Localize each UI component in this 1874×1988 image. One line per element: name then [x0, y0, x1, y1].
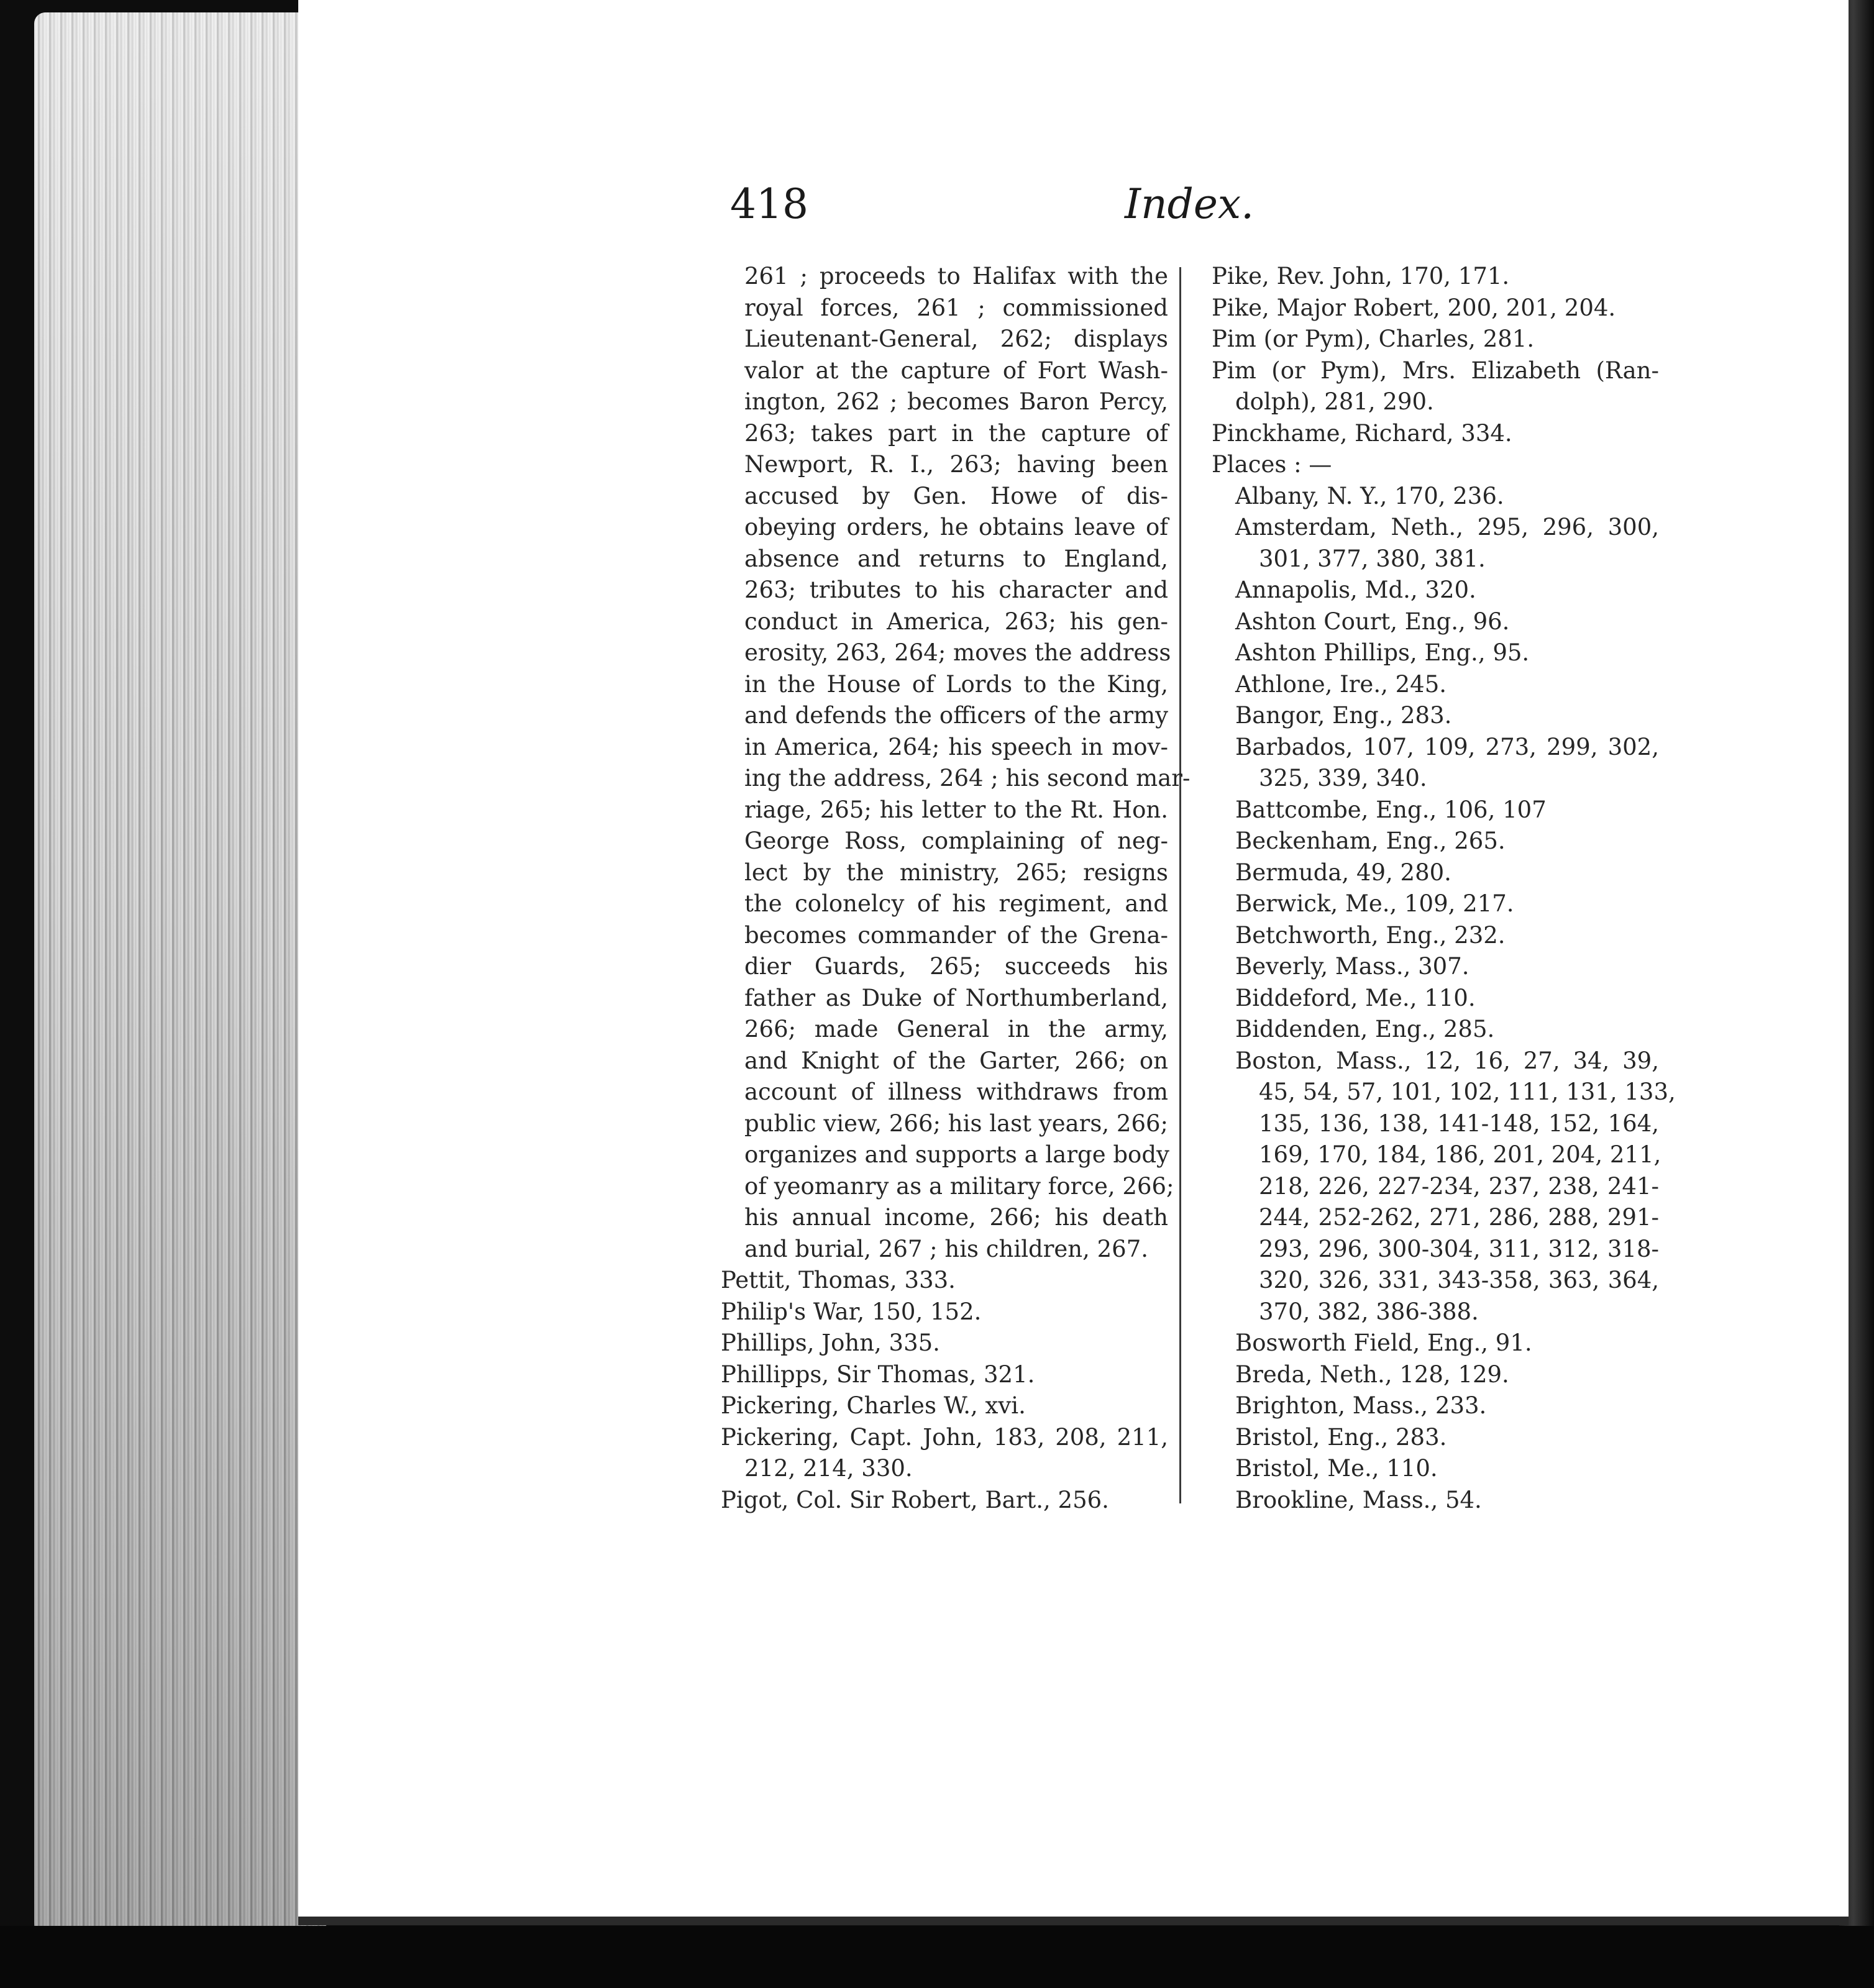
index-entry-heading: Ashton Phillips, Eng., 95.	[1235, 639, 1530, 666]
index-entry-heading: Biddenden, Eng., 285.	[1235, 1016, 1495, 1042]
index-line: George Ross, complaining of neg-	[744, 828, 1168, 854]
index-entry-heading: Pike, Rev. John, 170, 171.	[1212, 263, 1510, 290]
index-entry-heading: Barbados, 107, 109, 273, 299, 302,	[1235, 733, 1659, 760]
index-line: absence and returns to England,	[744, 545, 1168, 572]
index-entry	[1212, 637, 1659, 669]
index-entry	[1212, 1046, 1676, 1328]
index-entry-continuation: 320, 326, 331, 343-358, 363, 364,	[1259, 1267, 1659, 1293]
index-line: account of illness withdraws from	[744, 1078, 1168, 1105]
index-entry	[1212, 512, 1659, 575]
index-line: conduct in America, 263; his gen-	[744, 608, 1168, 635]
index-line: and Knight of the Garter, 266; on	[744, 1047, 1168, 1074]
index-entry	[1212, 481, 1659, 513]
index-entry	[1212, 324, 1659, 355]
index-line: 263; takes part in the capture of	[744, 419, 1168, 447]
places-subentries	[1212, 481, 1676, 1516]
index-entry	[1212, 1422, 1659, 1454]
index-line: obeying orders, he obtains leave of	[744, 514, 1168, 540]
index-line: and defends the officers of the army	[744, 702, 1168, 729]
index-line: 263; tributes to his character and	[744, 577, 1168, 603]
index-line: royal forces, 261 ; commissioned	[744, 294, 1168, 321]
index-entry-heading: Phillipps, Sir Thomas, 321.	[721, 1361, 1035, 1388]
left-column	[721, 261, 1191, 1516]
index-line: accused by Gen. Howe of dis-	[744, 482, 1168, 509]
index-entry-heading: Albany, N. Y., 170, 236.	[1235, 482, 1504, 509]
index-entry-heading: Phillips, John, 335.	[721, 1329, 940, 1356]
index-line: the colonelcy of his regiment, and	[744, 890, 1168, 917]
index-entry	[721, 1265, 1168, 1297]
index-entry-heading: Breda, Neth., 128, 129.	[1235, 1361, 1509, 1388]
index-entry	[1212, 920, 1659, 952]
index-entry	[1212, 700, 1659, 732]
index-entry	[1212, 293, 1659, 324]
index-line: of yeomanry as a military force, 266;	[744, 1172, 1174, 1200]
page-title: Index.	[1125, 180, 1255, 228]
index-entry	[1212, 857, 1659, 889]
index-entry-heading: Annapolis, Md., 320.	[1235, 577, 1476, 603]
index-entry-continuation: 45, 54, 57, 101, 102, 111, 131, 133,	[1259, 1078, 1676, 1105]
index-line: Newport, R. I., 263; having been	[744, 451, 1168, 478]
index-line: father as Duke of Northumberland,	[744, 984, 1168, 1011]
index-entry	[1212, 1390, 1659, 1422]
index-entry	[721, 1297, 1168, 1328]
index-entry-continuation: 325, 339, 340.	[1259, 765, 1427, 791]
index-entry-heading: Berwick, Me., 109, 217.	[1235, 890, 1514, 917]
index-entry-heading: Beverly, Mass., 307.	[1235, 953, 1469, 980]
index-entry	[1212, 606, 1659, 638]
index-entry	[1212, 669, 1659, 701]
index-entry	[1212, 826, 1659, 857]
index-entry-heading: Philip's War, 150, 152.	[721, 1298, 982, 1325]
index-line: Lieutenant-General, 262; displays	[744, 326, 1168, 352]
index-entry-continuation: 244, 252-262, 271, 286, 288, 291-	[1259, 1204, 1659, 1231]
index-line: 266; made General in the army,	[744, 1016, 1168, 1042]
index-entry	[1212, 1453, 1659, 1485]
index-entry-heading: Pike, Major Robert, 200, 201, 204.	[1212, 294, 1616, 321]
index-entry	[1212, 888, 1659, 920]
index-entry-heading: Places : —	[1212, 451, 1332, 478]
index-entry-continuation: 301, 377, 380, 381.	[1259, 545, 1486, 572]
entry-continuation	[721, 261, 1191, 1265]
index-entry-heading: Bristol, Eng., 283.	[1235, 1423, 1447, 1451]
index-entry	[1212, 575, 1659, 606]
index-entry-heading: Bermuda, 49, 280.	[1235, 859, 1451, 886]
index-line: and burial, 267 ; his children, 267.	[744, 1235, 1149, 1262]
index-entry	[1212, 1485, 1659, 1516]
index-entry-heading: Pickering, Charles W., xvi.	[721, 1392, 1026, 1419]
index-entry-heading: Pigot, Col. Sir Robert, Bart., 256.	[721, 1486, 1109, 1513]
bottom-background	[0, 1926, 1874, 1988]
index-entry-heading: Athlone, Ire., 245.	[1235, 670, 1447, 698]
index-entry	[721, 1359, 1168, 1391]
index-entry-heading: Beckenham, Eng., 265.	[1235, 828, 1506, 854]
index-entry	[721, 1390, 1168, 1422]
index-entry	[1212, 983, 1659, 1015]
index-line: his annual income, 266; his death	[744, 1204, 1168, 1231]
index-line: erosity, 263, 264; moves the address	[744, 639, 1171, 666]
index-entry-heading: Pickering, Capt. John, 183, 208, 211,	[721, 1423, 1168, 1451]
index-line: in the House of Lords to the King,	[744, 670, 1168, 698]
index-entry	[721, 1485, 1168, 1516]
index-line: in America, 264; his speech in mov-	[744, 733, 1168, 760]
index-entry-heading: Bangor, Eng., 283.	[1235, 702, 1452, 729]
index-line: becomes commander of the Grena-	[744, 921, 1168, 949]
index-line: dier Guards, 265; succeeds his	[744, 953, 1168, 980]
index-entry	[1212, 732, 1659, 795]
index-entry	[1212, 1359, 1659, 1391]
index-line: ing the address, 264 ; his second mar-	[744, 765, 1191, 791]
index-line: organizes and supports a large body	[744, 1141, 1169, 1168]
index-entry-heading: Betchworth, Eng., 232.	[1235, 921, 1506, 949]
index-entry	[1212, 1328, 1659, 1359]
index-entry	[1212, 795, 1659, 826]
page-number: 418	[730, 180, 808, 228]
index-entry-heading: Ashton Court, Eng., 96.	[1235, 608, 1510, 635]
right-column	[1212, 261, 1676, 1516]
index-entry-heading: Bosworth Field, Eng., 91.	[1235, 1329, 1532, 1356]
page-edges-shadow	[34, 12, 326, 1948]
index-entry-heading: Bristol, Me., 110.	[1235, 1455, 1438, 1482]
index-entry-heading: Pim (or Pym), Mrs. Elizabeth (Ran-	[1212, 357, 1659, 384]
index-line: riage, 265; his letter to the Rt. Hon.	[744, 796, 1168, 823]
index-entry-heading: Boston, Mass., 12, 16, 27, 34, 39,	[1235, 1047, 1659, 1074]
index-entry-continuation: 293, 296, 300-304, 311, 312, 318-	[1259, 1235, 1659, 1262]
index-entry	[1212, 1014, 1659, 1046]
right-entries	[1212, 261, 1659, 481]
index-entry-continuation: 135, 136, 138, 141-148, 152, 164,	[1259, 1110, 1659, 1137]
index-entry	[721, 1422, 1168, 1485]
index-entry-continuation: dolph), 281, 290.	[1235, 388, 1434, 415]
index-line: valor at the capture of Fort Wash-	[744, 357, 1168, 384]
index-line: public view, 266; his last years, 266;	[744, 1110, 1168, 1137]
index-entry	[1212, 261, 1659, 293]
index-entry-continuation: 370, 382, 386-388.	[1259, 1298, 1479, 1325]
left-entries	[721, 1265, 1168, 1516]
index-entry	[1212, 418, 1659, 450]
index-line: 261 ; proceeds to Halifax with the	[744, 263, 1168, 290]
column-divider	[1179, 267, 1181, 1503]
index-entry	[721, 1328, 1168, 1359]
index-entry	[1212, 355, 1659, 418]
index-line: ington, 262 ; becomes Baron Percy,	[744, 388, 1168, 415]
index-entry	[1212, 951, 1659, 983]
index-entry-heading: Pinckhame, Richard, 334.	[1212, 419, 1512, 447]
index-entry-heading: Amsterdam, Neth., 295, 296, 300,	[1235, 514, 1659, 540]
index-entry-heading: Pettit, Thomas, 333.	[721, 1267, 956, 1293]
index-entry	[1212, 449, 1659, 481]
index-entry-heading: Biddeford, Me., 110.	[1235, 984, 1476, 1011]
index-entry-continuation: 218, 226, 227-234, 237, 238, 241-	[1259, 1172, 1659, 1200]
index-entry-continuation: 212, 214, 330.	[744, 1455, 913, 1482]
index-line: lect by the ministry, 265; resigns	[744, 859, 1168, 886]
index-entry-heading: Pim (or Pym), Charles, 281.	[1212, 326, 1535, 352]
index-entry-heading: Battcombe, Eng., 106, 107	[1235, 796, 1547, 823]
index-entry-heading: Brookline, Mass., 54.	[1235, 1486, 1482, 1513]
index-entry-continuation: 169, 170, 184, 186, 201, 204, 211,	[1259, 1141, 1661, 1168]
index-entry-heading: Brighton, Mass., 233.	[1235, 1392, 1487, 1419]
